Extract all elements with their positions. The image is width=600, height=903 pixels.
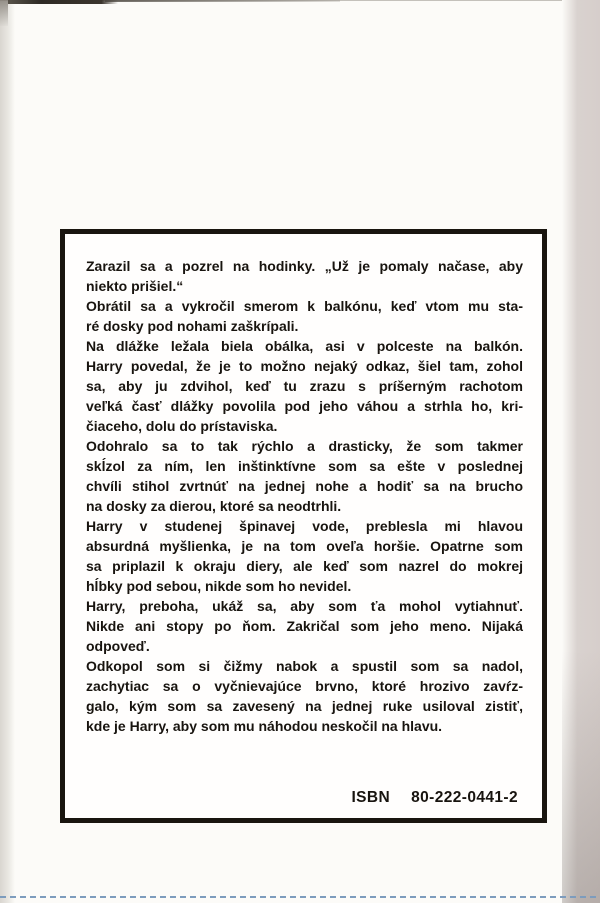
paragraph [86, 656, 523, 736]
blurb-frame [60, 229, 547, 823]
text-line: absurdná myšlienka, je na tom oveľa horšie. Opatrne som [86, 538, 523, 554]
isbn-line [351, 788, 518, 808]
page-left-edge-shading [0, 0, 15, 903]
paragraph [86, 516, 523, 596]
text-line: Zarazil sa a pozrel na hodinky. „Už je pomaly načase, aby [86, 258, 523, 274]
page-right-edge-shading [562, 0, 600, 903]
scan-corner-mark [0, 0, 8, 26]
text-line: Nikde ani stopy po ňom. Zakričal som jeho meno. Nijaká [86, 618, 523, 634]
text-line: čiaceho, dolu do prístaviska. [86, 418, 278, 434]
isbn-number: 80-222-0441-2 [411, 789, 518, 806]
text-line: veľká časť dlážky povolila pod jeho váhou a strhla ho, kri- [86, 398, 523, 414]
isbn-label: ISBN [351, 789, 391, 806]
bottom-dashed-selection-line [0, 896, 600, 898]
scan-top-edge-mark [8, 0, 118, 4]
text-line: na dosky za dierou, ktoré sa neodtrhli. [86, 498, 342, 514]
text-line: kde je Harry, aby som mu náhodou neskočil na hlavu. [86, 718, 443, 734]
paragraph [86, 436, 523, 516]
text-line: sa priplazil k okraju diery, ale keď som nazrel do mokrej [86, 558, 523, 574]
text-line: Odohralo sa to tak rýchlo a drasticky, že som takmer [86, 438, 523, 454]
scan-top-edge-fade [105, 0, 340, 2]
paragraph [86, 256, 523, 296]
text-line: Harry, preboha, ukáž sa, aby som ťa mohol vytiahnuť. [86, 598, 523, 614]
text-line: sa, aby ju zdvihol, keď tu zrazu s príšerným rachotom [86, 378, 523, 394]
text-line: Na dlážke ležala biela obálka, asi v polceste na balkón. [86, 338, 523, 354]
text-line: niekto prišiel.“ [86, 278, 184, 294]
text-line: zachytiac sa o vyčnievajúce brvno, ktoré hrozivo zavŕz- [86, 678, 523, 694]
text-line: ré dosky pod nohami zaškrípali. [86, 318, 299, 334]
text-line: Odkopol som si čižmy nabok a spustil som sa nadol, [86, 658, 523, 674]
text-line: Obrátil sa a vykročil smerom k balkónu, keď vtom mu sta- [86, 298, 523, 314]
paragraph [86, 596, 523, 656]
text-line: odpoveď. [86, 638, 150, 654]
paragraph [86, 336, 523, 436]
text-line: Harry povedal, že je to možno nejaký odkaz, šiel tam, zohol [86, 358, 523, 374]
blurb-text-block [86, 256, 523, 736]
text-line: hĺbky pod sebou, nikde som ho nevidel. [86, 578, 352, 594]
text-line: chvíli stihol zvrtnúť na jednej nohe a hodiť sa na brucho [86, 478, 523, 494]
text-line: galo, kým som sa zavesený na jednej ruke usiloval zistiť, [86, 698, 523, 714]
paragraph [86, 296, 523, 336]
text-line: skĺzol za ním, len inštinktívne som sa ešte v poslednej [86, 458, 523, 474]
text-line: Harry v studenej špinavej vode, preblesla mi hlavou [86, 518, 523, 534]
